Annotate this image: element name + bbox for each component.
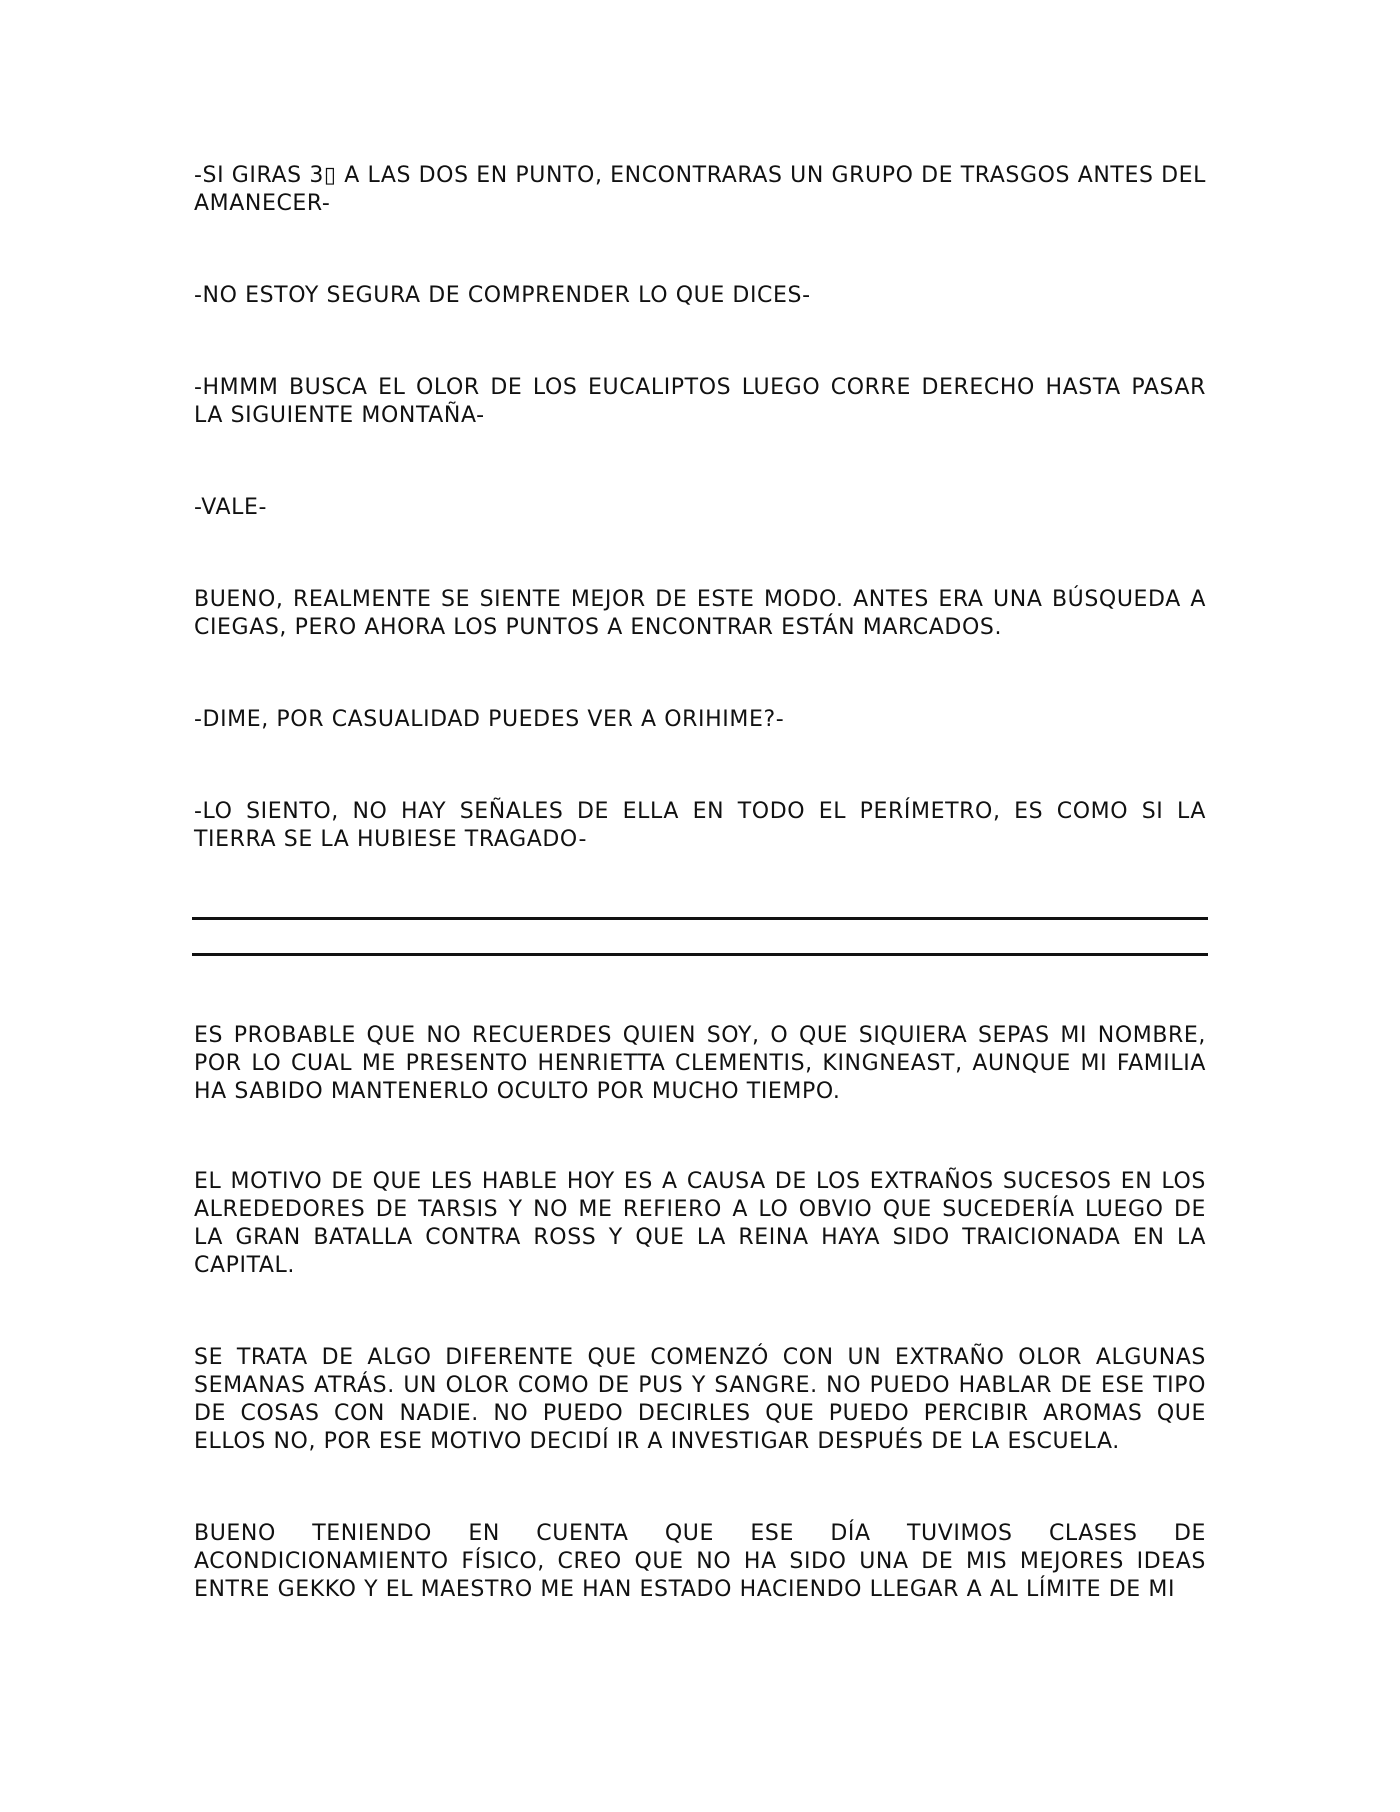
dialogue-line-2: -NO ESTOY SEGURA DE COMPRENDER LO QUE DICES-: [194, 283, 811, 308]
narration-paragraph-3: EL MOTIVO DE QUE LES HABLE HOY ES A CAUSA DE LOS EXTRAÑOS SUCESOS EN LOS ALREDEDORES DE TARSIS Y NO ME REFIERO A LO OBVIO QUE SUCEDERÍA LUEGO DE LA GRAN BATALLA CONTRA ROSS Y QUE LA REINA HAYA SIDO TRAICIONADA EN LA CAPITAL.: [194, 1169, 1206, 1278]
dialogue-line-1: -SI GIRAS 3▯ A LAS DOS EN PUNTO, ENCONTRARAS UN GRUPO DE TRASGOS ANTES DEL AMANECER-: [194, 163, 1207, 216]
section-divider-top: [192, 917, 1208, 920]
dialogue-line-5: -DIME, POR CASUALIDAD PUEDES VER A ORIHIME?-: [194, 707, 785, 732]
dialogue-line-6: -LO SIENTO, NO HAY SEÑALES DE ELLA EN TODO EL PERÍMETRO, ES COMO SI LA TIERRA SE LA HUBIESE TRAGADO-: [194, 799, 1206, 852]
narration-paragraph-1: BUENO, REALMENTE SE SIENTE MEJOR DE ESTE MODO. ANTES ERA UNA BÚSQUEDA A CIEGAS, PERO AHORA LOS PUNTOS A ENCONTRAR ESTÁN MARCADOS.: [194, 587, 1206, 640]
narration-paragraph-4: SE TRATA DE ALGO DIFERENTE QUE COMENZÓ CON UN EXTRAÑO OLOR ALGUNAS SEMANAS ATRÁS. UN OLOR COMO DE PUS Y SANGRE. NO PUEDO HABLAR DE ESE TIPO DE COSAS CON NADIE. NO PUEDO DECIRLES QUE PUEDO PERCIBIR AROMAS QUE ELLOS NO, POR ESE MOTIVO DECIDÍ IR A INVESTIGAR DESPUÉS DE LA ESCUELA.: [194, 1345, 1206, 1454]
section-divider-bottom: [192, 953, 1208, 956]
narration-paragraph-2: ES PROBABLE QUE NO RECUERDES QUIEN SOY, O QUE SIQUIERA SEPAS MI NOMBRE, POR LO CUAL ME PRESENTO HENRIETTA CLEMENTIS, KINGNEAST, AUNQUE MI FAMILIA HA SABIDO MANTENERLO OCULTO POR MUCHO TIEMPO.: [194, 1023, 1206, 1104]
dialogue-line-3: -HMMM BUSCA EL OLOR DE LOS EUCALIPTOS LUEGO CORRE DERECHO HASTA PASAR LA SIGUIENTE MONTAÑA-: [194, 375, 1206, 428]
dialogue-line-4: -VALE-: [194, 495, 268, 520]
narration-paragraph-5: BUENO TENIENDO EN CUENTA QUE ESE DÍA TUVIMOS CLASES DE ACONDICIONAMIENTO FÍSICO, CREO QUE NO HA SIDO UNA DE MIS MEJORES IDEAS ENTRE GEKKO Y EL MAESTRO ME HAN ESTADO HACIENDO LLEGAR A AL LÍMITE DE MI: [194, 1521, 1206, 1602]
